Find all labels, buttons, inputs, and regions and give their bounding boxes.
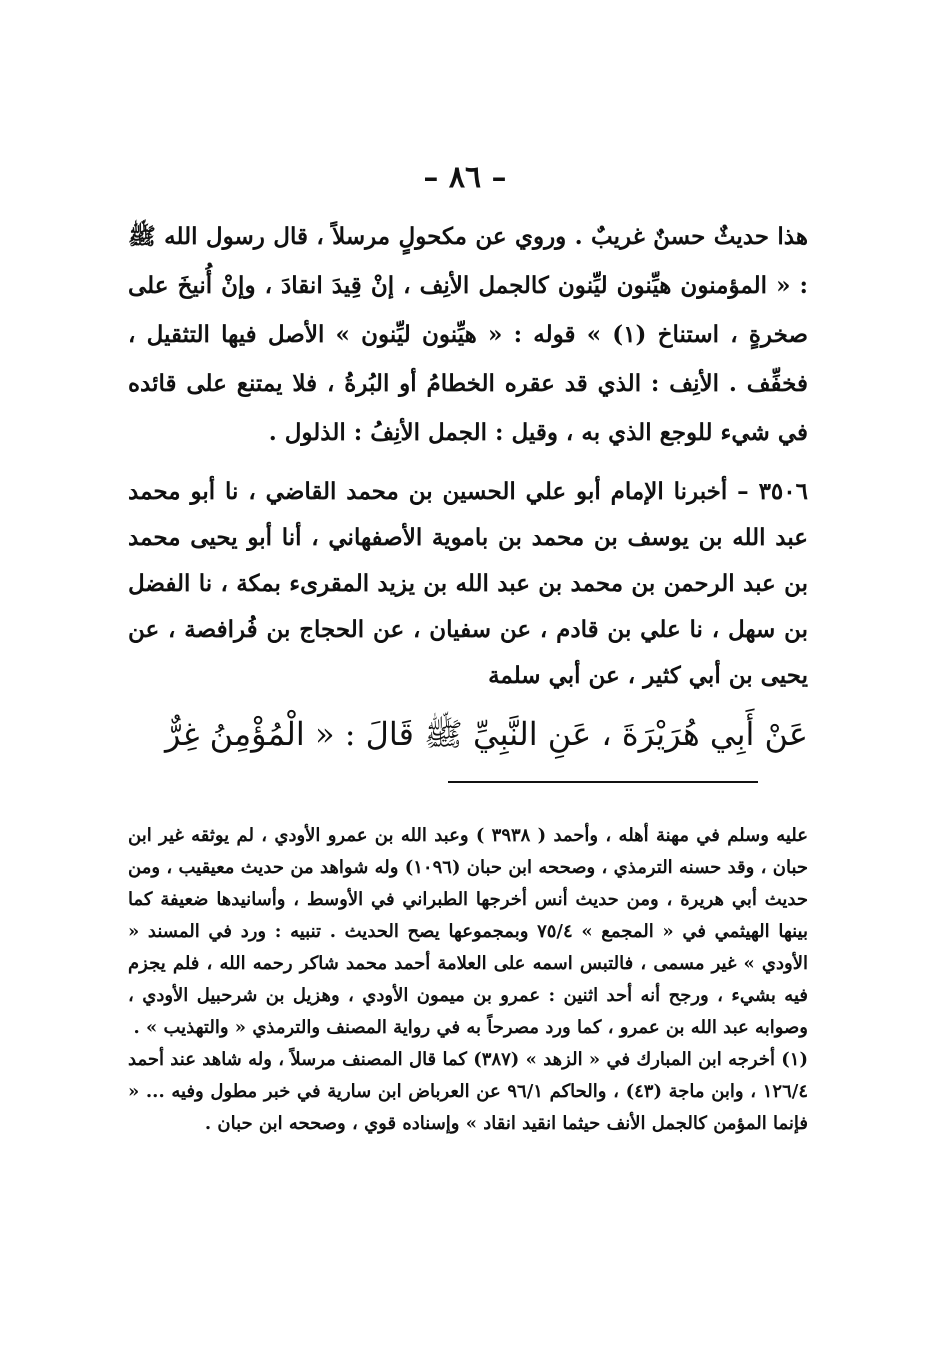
footnotes	[128, 820, 808, 1140]
hadith-text-line: عَنْ أَبِي هُرَيْرَةَ ، عَنِ النَّبِيِّ ﷺ قَالَ : « الْمُؤْمِنُ غِرٌّ	[165, 715, 808, 753]
paragraph-1: هذا حديثٌ حسنٌ غريبٌ . وروي عن مكحولٍ مرسلاً ، قال رسول الله ﷺ : « المؤمنون هيِّنون ليِّنون كالجمل الأنِف ، إنْ قِيدَ انقادَ ، وإنْ أُنيخَ على صخرةٍ ، استناخ (١) » قوله : « هيِّنون ليِّنون » الأصل فيها التثقيل ، فخفِّف . الأنِف : الذي قد عقره الخطامُ أو البُرةُ ، فلا يمتنع على قائده في شيء للوجع الذي به ، وقيل : الجمل الأنِفُ : الذلول .	[128, 223, 809, 446]
main-text	[128, 212, 808, 699]
footnote-1: (١) أخرجه ابن المبارك في « الزهد » (٣٨٧) كما قال المصنف مرسلاً ، وله شاهد عند أحمد ١٢٦/٤ ، وابن ماجة (٤٣) ، والحاكم ٩٦/١ عن العرباض ابن سارية في خبر مطول وفيه ... « فإنما المؤمن كالجمل الأنف حيثما انقيد انقاد » وإسناده قوي ، وصححه ابن حبان .	[128, 1049, 808, 1134]
footnote-divider	[448, 781, 758, 783]
footnote-continuation: عليه وسلم في مهنة أهله ، وأحمد ( ٣٩٣٨ ) وعبد الله بن عمرو الأودي ، لم يوثقه غير ابن حبان ، وقد حسنه الترمذي ، وصححه ابن حبان (١٠٩٦) وله شواهد من حديث معيقيب ، ومن حديث أبي هريرة ، ومن حديث أنس أخرجها الطبراني في الأوسط ، وأسانيدها ضعيفة كما بينها الهيثمي في « المجمع » ٧٥/٤ وبمجموعها يصح الحديث . تنبيه : ورد في المسند « الأودي » غير مسمى ، فالتبس اسمه على العلامة أحمد محمد شاكر رحمه الله ، فلم يجزم فيه بشيء ، ورجح أنه أحد اثنين : عمرو بن ميمون الأودي ، وهزيل بن شرحبيل الأودي ، وصوابه عبد الله بن عمرو ، كما ورد مصرحاً به في رواية المصنف والترمذي « والتهذيب » .	[128, 825, 808, 1038]
page-number: – ٨٦ –	[423, 160, 507, 195]
paragraph-2: ٣٥٠٦ – أخبرنا الإمام أبو علي الحسين بن محمد القاضي ، نا أبو محمد عبد الله بن يوسف بن محمد بن باموية الأصفهاني ، أنا أبو يحيى محمد بن عبد الرحمن بن محمد بن عبد الله بن يزيد المقرىء بمكة ، نا الفضل بن سهل ، نا علي بن قادم ، عن سفيان ، عن الحجاج بن فُرافصة ، عن يحيى بن أبي كثير ، عن أبي سلمة	[128, 478, 808, 689]
